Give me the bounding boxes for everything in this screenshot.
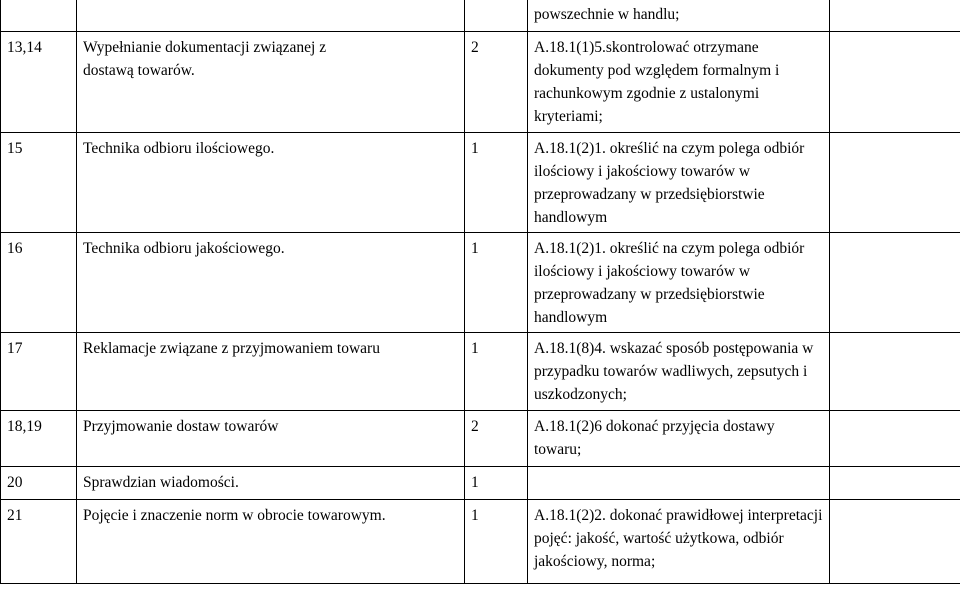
requirement-cell: A.18.1(2)6 dokonać przyjęcia dostawy towaru;: [528, 411, 830, 467]
hours-cell: [465, 0, 528, 32]
notes-cell: [830, 467, 960, 500]
lesson-number-cell: 15: [1, 133, 77, 233]
lesson-number-cell: [1, 0, 77, 32]
topic-cell: Technika odbioru ilościowego.: [77, 133, 465, 233]
table-row: [1, 333, 960, 411]
topic-cell: Wypełnianie dokumentacji związanej z dostawą towarów.: [77, 32, 465, 133]
notes-cell: [830, 32, 960, 133]
lesson-number-cell: 13,14: [1, 32, 77, 133]
topic-cell: Sprawdzian wiadomości.: [77, 467, 465, 500]
hours-cell: 1: [465, 467, 528, 500]
topic-cell: Reklamacje związane z przyjmowaniem towaru: [77, 333, 465, 411]
table-row: [1, 233, 960, 333]
requirement-cell: [528, 467, 830, 500]
requirement-cell: A.18.1(2)1. określić na czym polega odbiór ilościowy i jakościowy towarów w przeprowadzany w przedsiębiorstwie handlowym: [528, 133, 830, 233]
lesson-number-cell: 20: [1, 467, 77, 500]
hours-cell: 2: [465, 32, 528, 133]
hours-cell: 2: [465, 411, 528, 467]
table-row: [1, 467, 960, 500]
table-row: [1, 500, 960, 584]
table-row: [1, 133, 960, 233]
lesson-number-cell: 21: [1, 500, 77, 584]
topic-cell: Przyjmowanie dostaw towarów: [77, 411, 465, 467]
table-row: [1, 0, 960, 32]
notes-cell: [830, 411, 960, 467]
requirement-cell: A.18.1(1)5.skontrolować otrzymane dokumenty pod względem formalnym i rachunkowym zgodnie z ustalonymi kryteriami;: [528, 32, 830, 133]
notes-cell: [830, 333, 960, 411]
requirement-cell: A.18.1(2)1. określić na czym polega odbiór ilościowy i jakościowy towarów w przeprowadzany w przedsiębiorstwie handlowym: [528, 233, 830, 333]
hours-cell: 1: [465, 133, 528, 233]
lesson-number-cell: 17: [1, 333, 77, 411]
notes-cell: [830, 233, 960, 333]
requirement-cell: A.18.1(8)4. wskazać sposób postępowania w przypadku towarów wadliwych, zepsutych i uszkodzonych;: [528, 333, 830, 411]
table-row: [1, 32, 960, 133]
topic-cell: Pojęcie i znaczenie norm w obrocie towarowym.: [77, 500, 465, 584]
topic-cell: Technika odbioru jakościowego.: [77, 233, 465, 333]
topic-cell: [77, 0, 465, 32]
table-row: [1, 411, 960, 467]
notes-cell: [830, 133, 960, 233]
lesson-number-cell: 18,19: [1, 411, 77, 467]
notes-cell: [830, 0, 960, 32]
lesson-number-cell: 16: [1, 233, 77, 333]
hours-cell: 1: [465, 233, 528, 333]
requirement-cell: powszechnie w handlu;: [528, 0, 830, 32]
hours-cell: 1: [465, 500, 528, 584]
notes-cell: [830, 500, 960, 584]
requirement-cell: A.18.1(2)2. dokonać prawidłowej interpretacji pojęć: jakość, wartość użytkowa, odbiór jakościowy, norma;: [528, 500, 830, 584]
hours-cell: 1: [465, 333, 528, 411]
